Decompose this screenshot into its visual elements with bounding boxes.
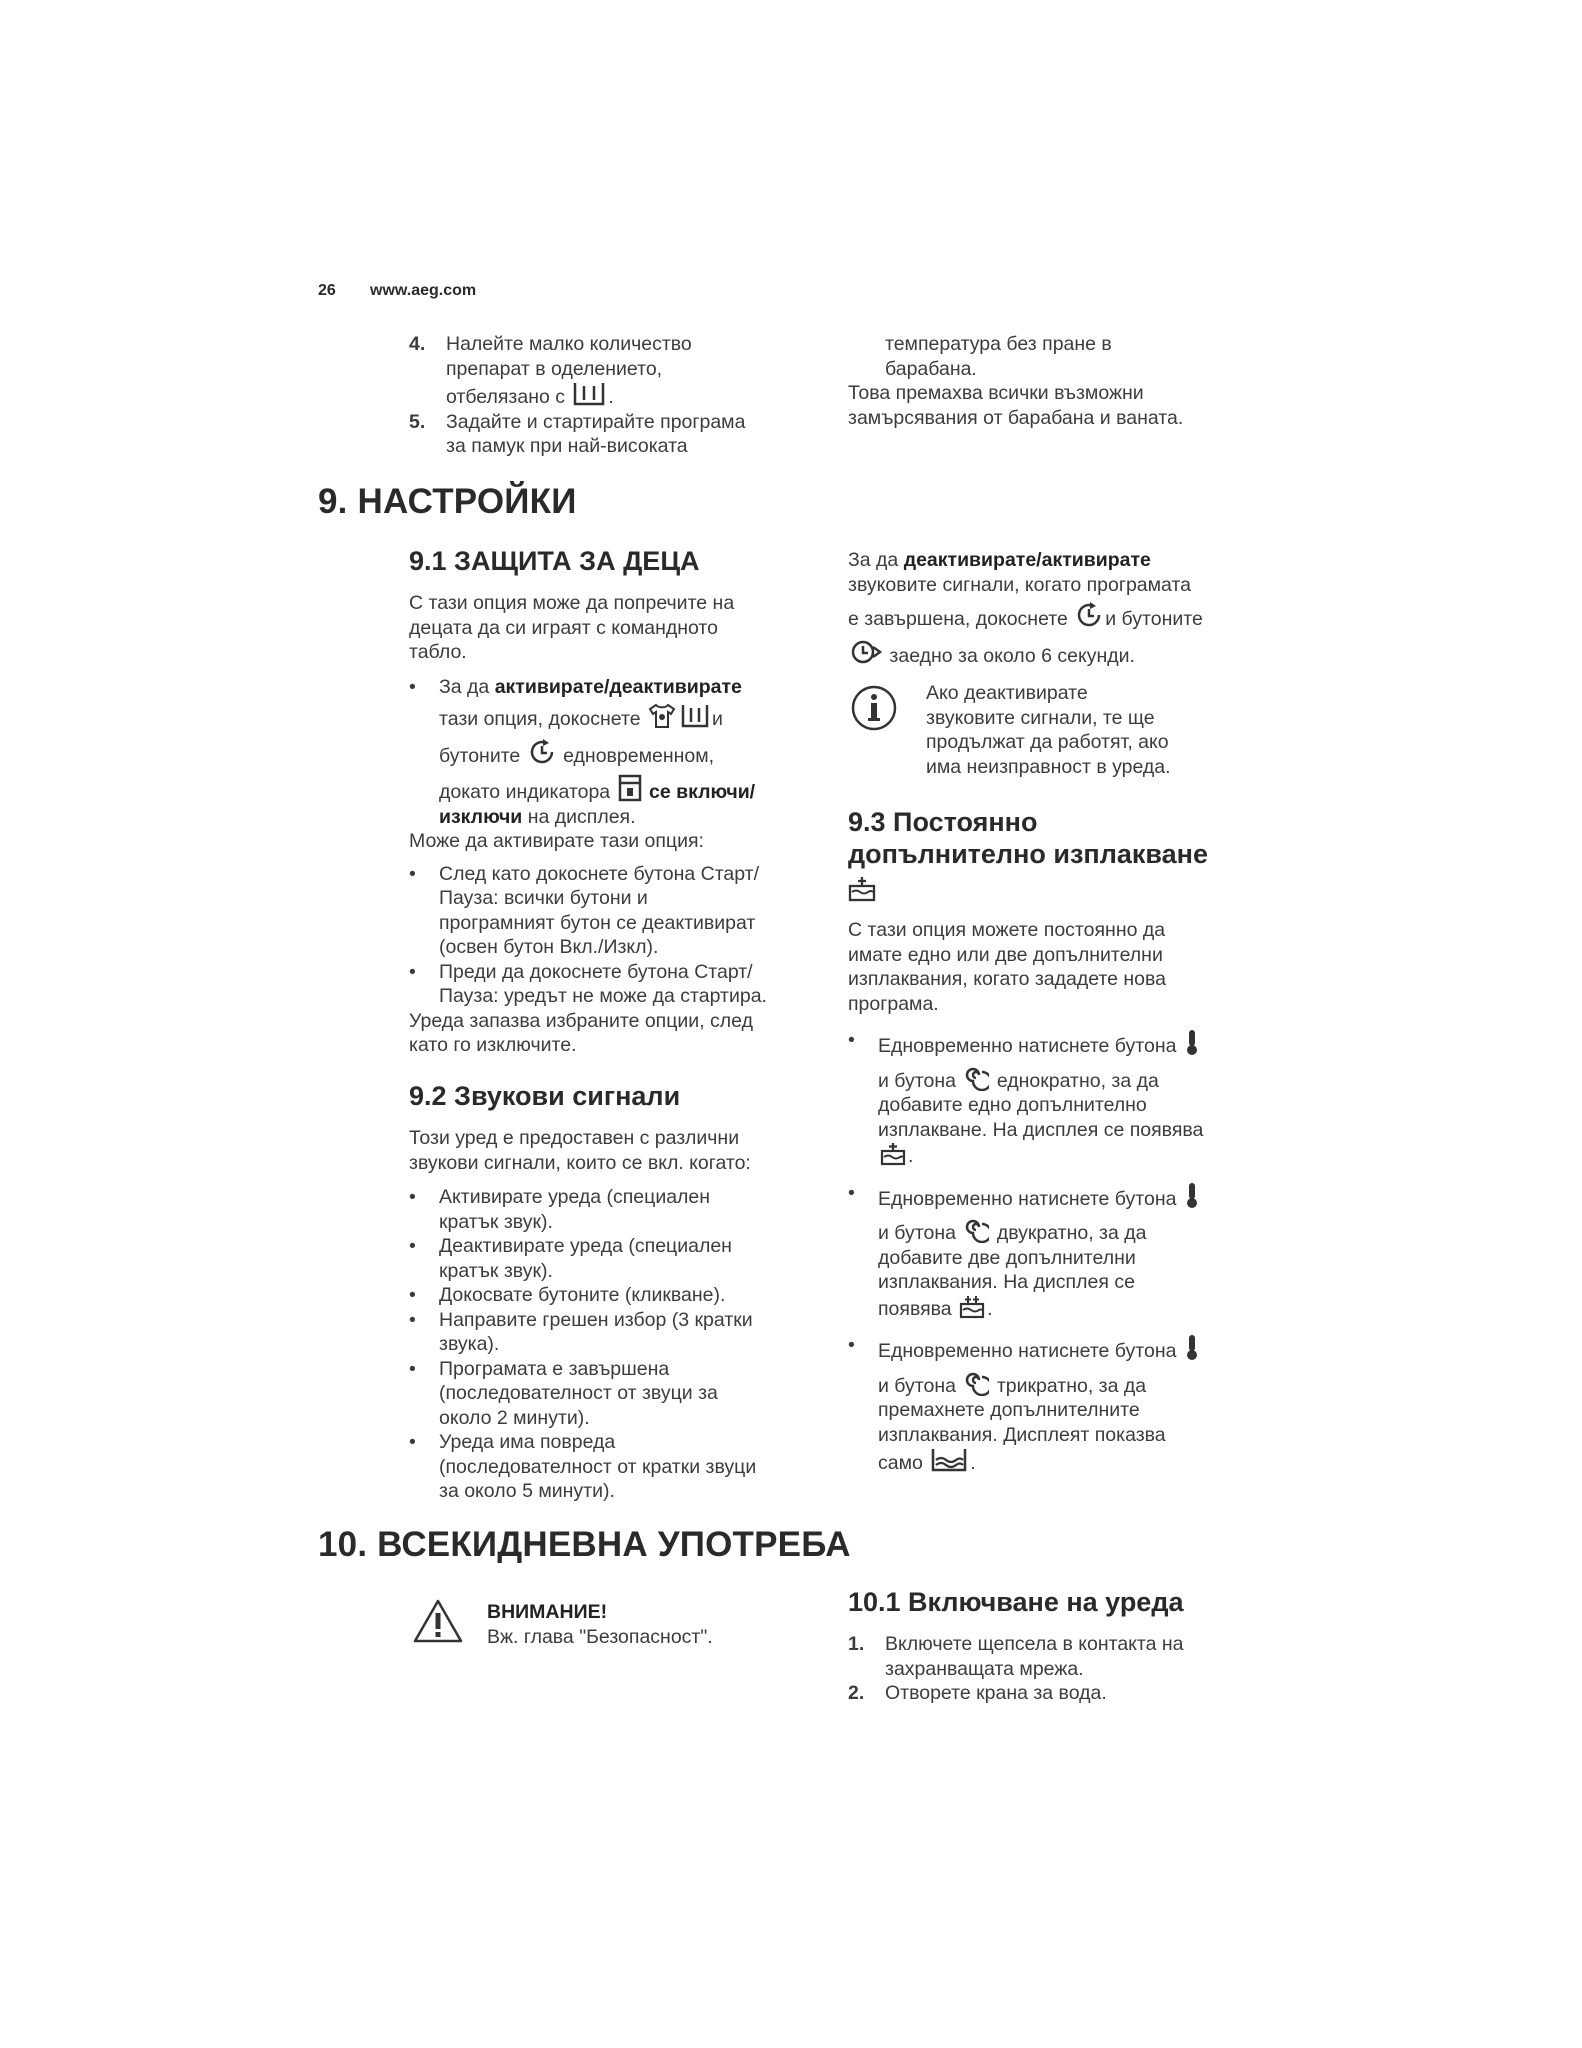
top-steps — [409, 332, 809, 459]
info-note: Ако деактивирате звуковите сигнали, те ще продължат да работят, ако има неизправност в уреда. — [926, 682, 1171, 778]
time-delay-icon — [1075, 601, 1103, 629]
temperature-icon — [1184, 1333, 1200, 1361]
list-item: • Програмата е завършена (последователност от звуци за около 2 минути). — [409, 1357, 718, 1429]
info-icon — [850, 684, 898, 737]
condition-bullet-2: • Преди да докоснете бутона Старт/ Пауза: уредът не може да стартира. — [409, 960, 767, 1007]
section-9-3-title: 9.3 Постоянно допълнително изплакване — [848, 806, 1268, 909]
list-item: • Докосвате бутоните (кликване). — [409, 1284, 726, 1306]
step-2: 2. Отворете крана за вода. — [848, 1682, 1107, 1704]
list-item: • Уреда има повреда (последователност от кратки звуци за около 5 минути). — [409, 1431, 757, 1502]
section-10-title: 10. ВСЕКИДНЕВНА УПОТРЕБА — [318, 1525, 851, 1564]
rinse-bullet-1: • Едновременно натиснете бутона и бутона еднократно, за да добавите едно допълнително изплакване. На дисплея се появява . — [848, 1029, 1204, 1167]
section-10-1-title: 10.1 Включване на уреда — [848, 1587, 1184, 1617]
list-item: • Направите грешен избор (3 кратки звука). — [409, 1308, 753, 1355]
warning-icon — [412, 1598, 464, 1649]
extra-rinse-two-icon — [959, 1295, 985, 1319]
rinse-bullet-3: • Едновременно натиснете бутона и бутона трикратно, за да премахнете допълнителните изплаквания. Дисплеят показва само . — [848, 1333, 1268, 1476]
sound-list — [409, 1185, 829, 1504]
section-9-3-body: С тази опция можете постоянно да имате едно или две допълнителни изплаквания, когато зададете нова програма. • Едновременно натиснете бутона и бутона еднократно, за да добавите едно допълнително изплакване. На дисплея се появява . • Едновременно натиснете бутона и бутона двукратно, за да добавите две допълнителни изплаквания. На дисплея се появява . • Едновременно натиснете бутона и бутона трикратно, за да премахнете допълнителните изплаквания. Дисплеят показва само . — [848, 918, 1268, 1476]
spin-icon — [963, 1370, 989, 1396]
warning-note: ВНИМАНИЕ! Вж. глава "Безопасност". — [487, 1601, 713, 1648]
step-1: 1. Включете щепсела в контакта на захранващата мрежа. — [848, 1633, 1184, 1680]
top-continuation: температура без пране в барабана. Това премахва всички възможни замърсявания от барабана и ваната. — [848, 333, 1184, 429]
section-9-title: 9. НАСТРОЙКИ — [318, 482, 577, 521]
rinse-bullet-2: • Едновременно натиснете бутона и бутона двукратно, за да добавите две допълнителни изплаквания. На дисплея се появява . — [848, 1181, 1268, 1322]
spin-icon — [963, 1217, 989, 1243]
condition-bullet-1: • След като докоснете бутона Старт/ Пауза: всички бутони и програмният бутон се деактивират (освен бутон Вкл./Изкл). — [409, 862, 760, 958]
sound-toggle-text: За да деактивирате/активирате звуковите сигнали, когато програмата е завършена, докоснете и бутоните заедно за около 6 секунди. — [848, 549, 1203, 667]
spin-icon — [963, 1065, 989, 1091]
section-9-1-title: 9.1 ЗАЩИТА ЗА ДЕЦА — [409, 546, 700, 576]
extra-rinse-icon — [848, 876, 1268, 909]
detergent-compartment-icon — [680, 703, 710, 729]
step-4: 4. Налейте малко количество препарат в оделението, отбелязано с . — [409, 333, 692, 408]
site-url: www.aeg.com — [370, 282, 477, 299]
time-save-icon — [850, 638, 882, 666]
temperature-icon — [1184, 1181, 1200, 1209]
extra-rinse-one-icon — [880, 1142, 906, 1166]
section-9-1-body: С тази опция може да попречите на децата да си играят с командното табло. • За да активирате/деактивирате тази опция, докоснете и бутоните едновременном, докато индикатора се включи/ изключи на дисплея. Може да активирате тази опция: • След като докоснете бутона Старт/ Пауза: всички бутони и програмният бутон се деактивират (освен бутон Вкл./Изкл). • Преди да докоснете бутона Старт/ Пауза: уредът не може да стартира. Уреда запазва избраните опции, след като го изключите. — [409, 591, 829, 1058]
detergent-compartment-icon — [572, 381, 606, 407]
temperature-icon — [1184, 1028, 1200, 1056]
section-9-2-title: 9.2 Звукови сигнали — [409, 1081, 681, 1111]
rinse-icon — [930, 1447, 968, 1473]
step-5: 5. Задайте и стартирайте програма за памук при най-високата — [409, 410, 746, 457]
list-item: • Деактивирате уреда (специален кратък звук). — [409, 1235, 732, 1282]
child-lock-indicator-icon — [618, 774, 642, 802]
section-10-1-body — [848, 1632, 1268, 1706]
list-item: • Активирате уреда (специален кратък звук). — [409, 1186, 711, 1233]
page-number: 26 — [318, 282, 336, 299]
child-lock-bullet: • За да активирате/деактивирате тази опция, докоснете и бутоните едновременном, докато индикатора се включи/ изключи на дисплея. — [409, 675, 756, 828]
time-delay-icon — [528, 738, 556, 766]
shirt-stain-icon — [648, 703, 676, 729]
section-9-2-body: Този уред е предоставен с различни звукови сигнали, които се вкл. когато: • Активирате уреда (специален кратък звук). • Деактивирате уреда (специален кратък звук). • Докосвате бутоните (кликване). • Направите грешен избор (3 кратки звука). • Програмата е завършена (последователност от звуци за около 2 минути). • Уреда има повреда (последователност от кратки звуци за около 5 минути). — [409, 1126, 829, 1504]
